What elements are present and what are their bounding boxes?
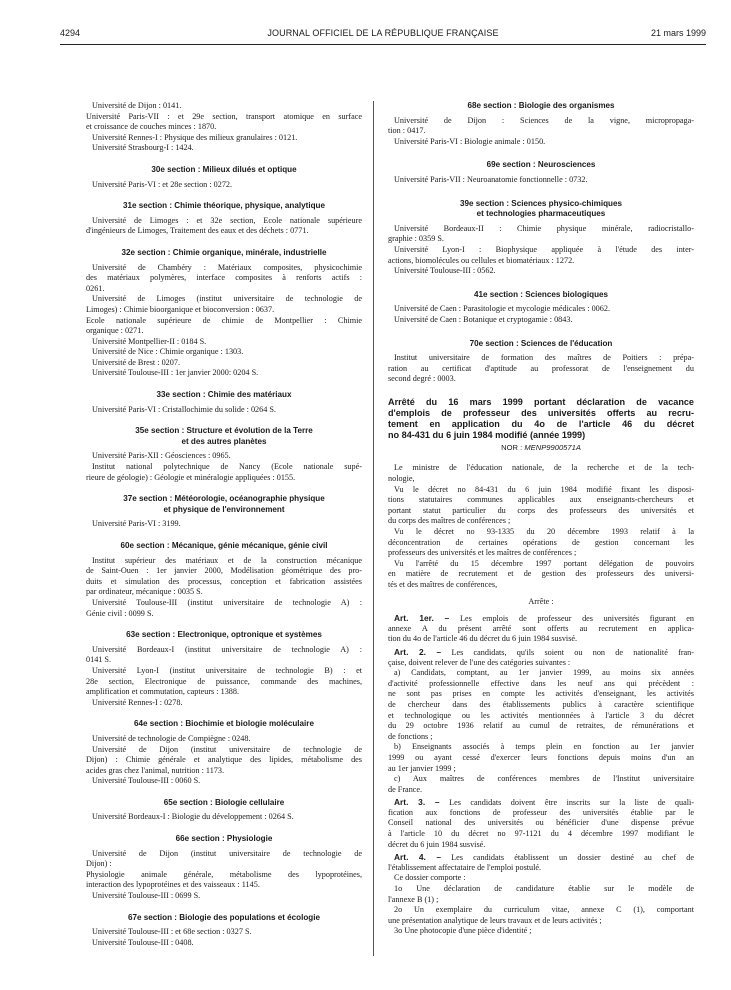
text-line: Université Bordeaux-I (institut universitaire de technologie A) :	[92, 644, 362, 654]
text-line: 1o Une déclaration de candidature établie sur le modèle de	[394, 884, 694, 894]
text-line: Ce dossier comporte :	[394, 873, 466, 883]
text-line: Université Paris-VI : Biologie animale : 0150.	[394, 136, 546, 146]
text-line: Université de Dijon (institut universitaire de technologie de	[92, 744, 362, 754]
text-line: tés et des maîtres de conférences,	[388, 580, 498, 589]
article-2-line: Art. 2. – Les candidats, qu'ils soient ou non de nationalité fran-	[394, 646, 694, 657]
text-line: Université Bordeaux-I : Biologie du développement : 0264 S.	[92, 812, 294, 822]
text-line: Université de Caen : Botanique et cryptogamie : 0843.	[394, 314, 573, 324]
text-line: Université de Brest : 0207.	[92, 357, 180, 367]
text-line: tion du 4o de l'article 46 du décret du 6 juin 1984 susvisé.	[388, 634, 578, 644]
text-line: et croissance de couches minces : 1870.	[86, 122, 217, 132]
text-line: Institut universitaire de formation des maîtres de Poitiers : prépa-	[394, 353, 694, 363]
section-heading: 35e section : Structure et évolution de la Terre	[135, 426, 313, 436]
text-line: Dijon) :	[86, 859, 112, 869]
text-line: Vu le décret no 84-431 du 6 juin 1984 modifié fixant les disposi-	[394, 484, 694, 494]
text-line: du 29 octobre 1936 relatif au cumul de retraites, de rémunérations et	[388, 721, 694, 731]
text-line: par ordinateur, mécanique : 0035 S.	[86, 587, 203, 597]
text-line: en matière de recrutement et de gestion des professeurs des universi-	[388, 569, 694, 579]
text-line: rieure de géologie) : Géologie et minéralogie appliquées : 0155.	[86, 472, 296, 482]
text-line: ne sont pas prises en compte les activités d'enseignant, les activités	[388, 689, 694, 699]
text-line: d'ingénieurs de Limoges, Traitement des eaux et des déchets : 0771.	[86, 226, 309, 236]
text-line: Université Paris-VII : Neuroanatomie fonctionnelle : 0732.	[394, 174, 588, 184]
text-line: amplification et commutation, capteurs : 1388.	[86, 687, 240, 697]
column-divider	[373, 101, 374, 956]
text-line: Université Toulouse-III : et 68e section : 0327 S.	[92, 927, 252, 937]
nor-code: MENP9900571A	[524, 442, 581, 452]
section-heading: 70e section : Sciences de l'éducation	[469, 338, 613, 348]
text-line: Université Rennes-I : 0278.	[92, 697, 183, 707]
text-line: actions, biomolécules ou cellules et biomatériaux : 1272.	[388, 255, 575, 265]
text-line: Le ministre de l'éducation nationale, de la recherche et de la tech-	[394, 463, 694, 473]
section-heading-continued: et physique de l'environnement	[163, 504, 285, 514]
text-line: fication aux fonctions de professeur des universités établie par le	[388, 807, 694, 817]
running-head	[60, 28, 706, 42]
text-line: 28e section, Electronique de puissance, commande des machines,	[86, 676, 362, 686]
article-1-line: Art. 1er. – Les emplois de professeur des universités figurant en	[394, 613, 694, 624]
text-line: Université Paris-VII : et 29e section, transport atomique en surface	[86, 111, 362, 121]
nor-reference: NOR : MENP9900571A	[501, 442, 581, 452]
text-line: çaise, doivent relever de l'une des catégories suivantes :	[388, 657, 571, 667]
text-line: Dijon) : Chimie générale et analytique des lipides, métabolisme des	[86, 755, 362, 765]
text-line: à l'article 10 du décret no 97-1121 du 4 décembre 1997 modifiant le	[388, 829, 694, 839]
text-line: du corps des maîtres de conférences ;	[388, 516, 511, 526]
text-line: Université Paris-VI : et 28e section : 0272.	[92, 179, 233, 189]
text-line: d'activité professionnelle effective dans les neuf ans qui précèdent :	[388, 678, 694, 688]
text-line: Université de Caen : Parasitologie et mycologie médicales : 0062.	[394, 304, 611, 314]
text-line: Université de Dijon : Sciences de la vigne, micropropaga-	[394, 115, 694, 125]
right-column	[388, 101, 694, 937]
text-line: portant statut particulier du corps des professeurs des universités et	[388, 505, 694, 515]
text-line: Université Paris-VI : Cristallochimie du solide : 0264 S.	[92, 404, 276, 414]
text-line: au 1er janvier 1999 ;	[388, 763, 456, 773]
text-line: nologie,	[388, 474, 415, 484]
text-line: ration au certificat d'aptitude au professorat de l'enseignement du	[388, 363, 694, 373]
text-line: 3o Une photocopie d'une pièce d'identité ;	[394, 926, 532, 936]
section-heading: 31e section : Chimie théorique, physique, analytique	[123, 201, 325, 211]
text-line: professeurs des universités et les maîtres de conférences ;	[388, 548, 577, 558]
decree-title-line: tement en application du 4o de l'article 46 du décret	[388, 418, 694, 429]
text-line: décret du 6 juin 1984 susvisé.	[388, 839, 486, 849]
text-line: Université de Nice : Chimie organique : 1303.	[92, 347, 244, 357]
text-line: tions statutaires communes applicables aux enseignants-chercheurs et	[388, 495, 694, 505]
section-heading: 66e section : Physiologie	[175, 834, 273, 844]
text-line: c) Aux maîtres de conférences membres de l'Institut universitaire	[394, 774, 694, 784]
text-line: déconcentration de certaines opérations de gestion concernant les	[388, 537, 694, 547]
left-column	[86, 101, 362, 948]
article-4-line: Art. 4. – Les candidats établissent un dossier destiné au chef de	[394, 852, 694, 863]
text-line: Vu l'arrêté du 15 décembre 1997 portant délégation de pouvoirs	[394, 558, 694, 568]
text-line: des matériaux polymères, interface composites à renforts actifs :	[86, 273, 362, 283]
section-heading: 68e section : Biologie des organismes	[467, 101, 615, 110]
text-line: Université Toulouse-III : 0699 S.	[92, 891, 201, 901]
section-heading: 63e section : Electronique, optronique et systèmes	[126, 630, 322, 640]
section-heading: 69e section : Neurosciences	[486, 160, 596, 170]
section-heading: 39e section : Sciences physico-chimiques	[460, 198, 622, 208]
text-line: Université Toulouse-III : 1er janvier 2000: 0204 S.	[92, 368, 259, 378]
text-line: l'établissement affectataire de l'emploi postulé.	[388, 862, 542, 872]
section-heading: 67e section : Biologie des populations et écologie	[127, 912, 321, 922]
journal-title: JOURNAL OFFICIEL DE LA RÉPUBLIQUE FRANÇAISE	[267, 28, 499, 38]
decree-title-line: d'emplois de professeur des universités offerts au recru-	[388, 407, 694, 418]
text-line: b) Enseignants associés à temps plein en fonction au 1er janvier	[394, 742, 694, 752]
text-line: duits et simulation des processus, conception et fabrication assistées	[86, 576, 362, 586]
issue-date: 21 mars 1999	[650, 28, 706, 38]
article-label: Art. 4. –	[394, 852, 441, 863]
text-line: Université Toulouse-III : 0060 S.	[92, 776, 201, 786]
article-label: Art. 3. –	[394, 797, 440, 808]
text-line: 1999 ou ayant cessé d'exercer leurs fonctions depuis moins d'un an	[388, 752, 694, 762]
section-heading: 64e section : Biochimie et biologie moléculaire	[134, 719, 314, 729]
text-line: Université Toulouse-III : 0408.	[92, 937, 194, 947]
text-line: tion : 0417.	[388, 126, 426, 136]
decree-title	[388, 397, 694, 441]
text-line: Université de Limoges (institut universitaire de technologie de	[92, 294, 362, 304]
text-line: Limoges) : Chimie bioorganique et bioconversion : 0637.	[86, 304, 275, 314]
text-line: Université Toulouse-III (institut universitaire de technologie A) :	[92, 597, 362, 607]
text-line: l'annexe B (1) ;	[388, 894, 439, 904]
text-line: Physiologie animale générale, métabolisme des lypoprotéines,	[86, 869, 362, 879]
text-line: Université de Dijon (institut universitaire de technologie de	[92, 848, 362, 858]
text-line: Université Lyon-I (institut universitaire de technologie B) : et	[92, 665, 362, 675]
section-heading: 30e section : Milieux dilués et optique	[151, 164, 297, 174]
article-3-line: Art. 3. – Les candidats doivent être inscrits sur la liste de quali-	[394, 797, 694, 808]
section-heading-continued: et des autres planètes	[181, 436, 267, 446]
text-line: second degré : 0003.	[388, 374, 456, 384]
text-line: de fonctions ;	[388, 731, 433, 741]
section-heading: 65e section : Biologie cellulaire	[163, 797, 285, 807]
text-line: Université Bordeaux-II : Chimie physique minérale, radiocristallo-	[394, 223, 694, 233]
text-line: organique : 0271.	[86, 326, 144, 336]
section-heading-continued: et technologies pharmaceutiques	[476, 209, 606, 219]
text-line: et technologique ou les activités mentionnées à l'article 3 du décret	[388, 710, 694, 720]
text-line: Vu le décret no 93-1335 du 20 décembre 1993 relatif à la	[394, 527, 694, 537]
section-heading: 41e section : Sciences biologiques	[473, 289, 609, 299]
section-heading: 37e section : Météorologie, océanographie physique	[123, 494, 325, 504]
text-line: 0261.	[86, 283, 105, 293]
article-label: Art. 1er. –	[394, 613, 450, 624]
text-line: 0141 S.	[86, 655, 112, 665]
text-line: a) Candidats, comptant, au 1er janvier 1999, au moins six années	[394, 668, 694, 678]
text-line: de Saint-Ouen : 1er janvier 2000, Modélisation géométrique des pro-	[86, 566, 362, 576]
decree-title-line: Arrêté du 16 mars 1999 portant déclaration de vacance	[388, 396, 694, 407]
text-line: Conseil national des universités ou bénéficier d'une dispense prévue	[388, 818, 694, 828]
text-line: Université Toulouse-III : 0562.	[394, 266, 496, 276]
section-heading: 32e section : Chimie organique, minérale, industrielle	[121, 247, 327, 257]
text-line: une présentation analytique de leurs travaux et de leurs activités ;	[388, 915, 602, 925]
text-line: Université de technologie de Compiègne : 0248.	[92, 733, 251, 743]
text-line: 2o Un exemplaire du curriculum vitae, annexe C (1), comportant	[394, 905, 694, 915]
section-heading: 60e section : Mécanique, génie mécanique, génie civil	[120, 541, 328, 550]
text-line: Université de Dijon : 0141.	[92, 101, 182, 110]
article-label: Art. 2. –	[394, 646, 442, 657]
arrete-heading: Arrête :	[528, 596, 554, 606]
text-line: Université Paris-XII : Géosciences : 0965.	[92, 451, 231, 461]
text-line: Université Rennes-I : Physique des milieux granulaires : 0121.	[92, 132, 298, 142]
text-line: Université de Chambéry : Matériaux composites, physicochimie	[92, 262, 362, 272]
text-line: acides gras chez l'animal, nutrition : 1173.	[86, 765, 225, 775]
page-number: 4294	[60, 28, 81, 38]
text-line: annexe A du présent arrêté sont offerts au recrutement en applica-	[388, 623, 694, 633]
text-line: Université Strasbourg-I : 1424.	[92, 143, 194, 153]
text-line: Ecole nationale supérieure de chimie de Montpellier : Chimie	[86, 315, 362, 325]
text-line: Université de Limoges : et 32e section, Ecole nationale supérieure	[92, 215, 362, 225]
decree-title-line: no 84-431 du 6 juin 1984 modifié (année 1999)	[388, 429, 586, 440]
text-line: Institut supérieur des matériaux et de la construction mécanique	[92, 555, 362, 565]
text-line: Institut national polytechnique de Nancy (Ecole nationale supé-	[92, 462, 362, 472]
section-heading: 33e section : Chimie des matériaux	[156, 390, 292, 400]
text-line: interaction des lypoprotéines et des vaisseaux : 1145.	[86, 880, 260, 890]
text-line: Génie civil : 0099 S.	[86, 608, 154, 618]
text-line: Université Lyon-I : Biophysique appliquée à l'étude des inter-	[394, 244, 694, 254]
text-line: de France.	[388, 784, 423, 794]
text-line: Université Montpellier-II : 0184 S.	[92, 336, 207, 346]
text-line: graphie : 0359 S.	[388, 234, 444, 244]
header-rule	[60, 44, 706, 45]
text-line: Université Paris-VI : 3199.	[92, 519, 181, 529]
text-line: de chercheur dans des établissements publics à caractère scientifique	[388, 699, 694, 709]
